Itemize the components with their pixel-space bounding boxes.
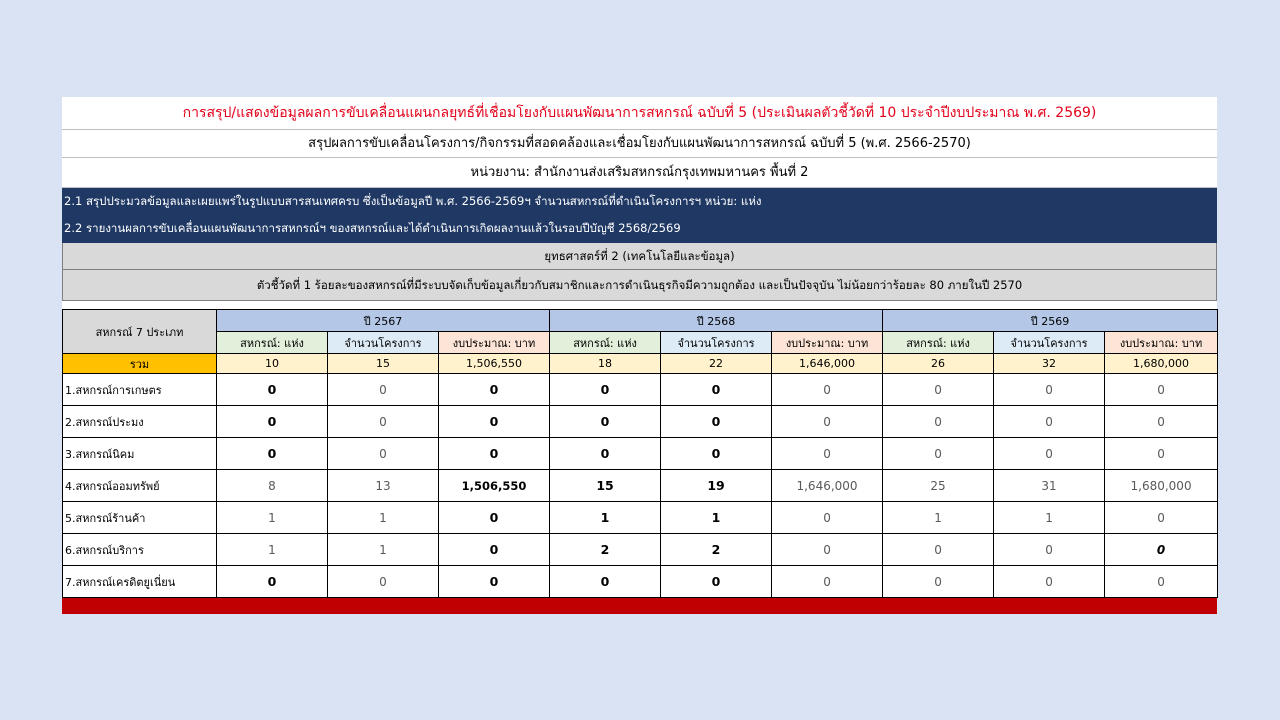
data-cell: 0 — [883, 438, 994, 470]
data-cell: 0 — [1105, 374, 1218, 406]
data-cell: 0 — [883, 406, 994, 438]
row-label: 6.สหกรณ์บริการ — [63, 534, 217, 566]
data-cell: 0 — [550, 566, 661, 598]
data-cell: 1 — [217, 534, 328, 566]
data-cell: 0 — [1105, 566, 1218, 598]
total-cell: 18 — [550, 354, 661, 374]
report-sheet — [62, 97, 1217, 614]
corner-header: สหกรณ์ 7 ประเภท — [63, 310, 217, 354]
agency-line: หน่วยงาน: สำนักงานส่งเสริมสหกรณ์กรุงเทพมหานคร พื้นที่ 2 — [62, 158, 1217, 188]
year-header-2567: ปี 2567 — [217, 310, 550, 332]
table-row — [63, 438, 1218, 470]
spacer — [62, 301, 1217, 309]
data-cell: 0 — [217, 566, 328, 598]
data-cell: 1 — [328, 534, 439, 566]
subheader-projects: จำนวนโครงการ — [328, 332, 439, 354]
report-subtitle: สรุปผลการขับเคลื่อนโครงการ/กิจกรรมที่สอดคล้องและเชื่อมโยงกับแผนพัฒนาการสหกรณ์ ฉบับที่ 5 (พ.ศ. 2566-2570) — [62, 130, 1217, 158]
row-label: 3.สหกรณ์นิคม — [63, 438, 217, 470]
subheader-projects: จำนวนโครงการ — [994, 332, 1105, 354]
note-2-2: 2.2 รายงานผลการขับเคลื่อนแผนพัฒนาการสหกรณ์ฯ ของสหกรณ์และได้ดำเนินการเกิดผลงานแล้วในรอบปีบัญชี 2568/2569 — [64, 221, 681, 235]
total-cell: 32 — [994, 354, 1105, 374]
data-cell: 0 — [883, 374, 994, 406]
data-cell: 0 — [883, 534, 994, 566]
data-cell: 0 — [439, 406, 550, 438]
total-row — [63, 354, 1218, 374]
subheader-budget: งบประมาณ: บาท — [1105, 332, 1218, 354]
data-cell: 0 — [439, 566, 550, 598]
data-cell: 15 — [550, 470, 661, 502]
total-cell: 22 — [661, 354, 772, 374]
row-label: 2.สหกรณ์ประมง — [63, 406, 217, 438]
data-cell: 0 — [772, 534, 883, 566]
data-cell: 1 — [217, 502, 328, 534]
data-cell: 0 — [328, 406, 439, 438]
data-cell: 0 — [1105, 406, 1218, 438]
subheader-budget: งบประมาณ: บาท — [439, 332, 550, 354]
bottom-red-bar — [62, 598, 1217, 614]
total-cell: 10 — [217, 354, 328, 374]
year-header-2569: ปี 2569 — [883, 310, 1218, 332]
data-cell: 2 — [661, 534, 772, 566]
data-cell: 0 — [772, 566, 883, 598]
data-cell: 0 — [1105, 502, 1218, 534]
total-cell: 26 — [883, 354, 994, 374]
data-cell: 0 — [994, 374, 1105, 406]
data-cell: 0 — [661, 438, 772, 470]
data-cell: 0 — [661, 566, 772, 598]
cooperative-table — [62, 309, 1218, 598]
data-cell: 1 — [994, 502, 1105, 534]
table-row — [63, 406, 1218, 438]
data-cell: 0 — [439, 438, 550, 470]
data-cell: 0 — [772, 374, 883, 406]
total-label: รวม — [63, 354, 217, 374]
data-cell: 8 — [217, 470, 328, 502]
data-cell: 0 — [328, 566, 439, 598]
subheader-coops: สหกรณ์: แห่ง — [550, 332, 661, 354]
data-cell: 0 — [1105, 534, 1218, 566]
data-cell: 0 — [550, 438, 661, 470]
data-cell: 0 — [439, 374, 550, 406]
note-2-1: 2.1 สรุปประมวลข้อมูลและเผยแพร่ในรูปแบบสารสนเทศครบ ซึ่งเป็นข้อมูลปี พ.ศ. 2566-2569ฯ จำนวนสหกรณ์ที่ดำเนินโครงการฯ หน่วย: แห่ง — [64, 194, 762, 208]
total-cell: 1,506,550 — [439, 354, 550, 374]
total-cell: 1,680,000 — [1105, 354, 1218, 374]
data-cell: 0 — [994, 566, 1105, 598]
data-cell: 1,506,550 — [439, 470, 550, 502]
data-cell: 1,680,000 — [1105, 470, 1218, 502]
total-cell: 1,646,000 — [772, 354, 883, 374]
data-cell: 0 — [994, 534, 1105, 566]
data-cell: 1 — [328, 502, 439, 534]
data-cell: 0 — [217, 438, 328, 470]
subheader-coops: สหกรณ์: แห่ง — [217, 332, 328, 354]
data-cell: 1 — [661, 502, 772, 534]
table-row — [63, 534, 1218, 566]
row-label: 1.สหกรณ์การเกษตร — [63, 374, 217, 406]
data-cell: 25 — [883, 470, 994, 502]
data-cell: 31 — [994, 470, 1105, 502]
data-cell: 0 — [1105, 438, 1218, 470]
subheader-budget: งบประมาณ: บาท — [772, 332, 883, 354]
data-cell: 0 — [328, 374, 439, 406]
data-cell: 0 — [439, 534, 550, 566]
data-cell: 0 — [550, 406, 661, 438]
data-cell: 0 — [772, 502, 883, 534]
table-row — [63, 566, 1218, 598]
data-cell: 13 — [328, 470, 439, 502]
data-cell: 1 — [883, 502, 994, 534]
total-cell: 15 — [328, 354, 439, 374]
subheader-projects: จำนวนโครงการ — [661, 332, 772, 354]
row-label: 5.สหกรณ์ร้านค้า — [63, 502, 217, 534]
year-header-2568: ปี 2568 — [550, 310, 883, 332]
notes-band — [62, 188, 1217, 243]
data-cell: 0 — [439, 502, 550, 534]
row-label: 7.สหกรณ์เครดิตยูเนี่ยน — [63, 566, 217, 598]
data-cell: 19 — [661, 470, 772, 502]
data-cell: 0 — [661, 406, 772, 438]
subheader-coops: สหกรณ์: แห่ง — [883, 332, 994, 354]
report-title: การสรุป/แสดงข้อมูลผลการขับเคลื่อนแผนกลยุทธ์ที่เชื่อมโยงกับแผนพัฒนาการสหกรณ์ ฉบับที่ 5 (ประเมินผลตัวชี้วัดที่ 10 ประจำปีงบประมาณ พ.ศ. 2569) — [62, 97, 1217, 130]
data-cell: 0 — [550, 374, 661, 406]
data-cell: 1 — [550, 502, 661, 534]
row-label: 4.สหกรณ์ออมทรัพย์ — [63, 470, 217, 502]
strategy-heading: ยุทธศาสตร์ที่ 2 (เทคโนโลยีและข้อมูล) — [62, 243, 1217, 270]
table-row — [63, 502, 1218, 534]
data-cell: 0 — [217, 374, 328, 406]
table-row — [63, 374, 1218, 406]
data-cell: 0 — [883, 566, 994, 598]
data-cell: 0 — [661, 374, 772, 406]
data-cell: 0 — [328, 438, 439, 470]
data-cell: 0 — [994, 438, 1105, 470]
data-cell: 0 — [994, 406, 1105, 438]
data-cell: 0 — [772, 438, 883, 470]
data-cell: 1,646,000 — [772, 470, 883, 502]
data-cell: 0 — [772, 406, 883, 438]
indicator-heading: ตัวชี้วัดที่ 1 ร้อยละของสหกรณ์ที่มีระบบจัดเก็บข้อมูลเกี่ยวกับสมาชิกและการดำเนินธุรกิจมีความถูกต้อง และเป็นปัจจุบัน ไม่น้อยกว่าร้อยละ 80 ภายในปี 2570 — [62, 270, 1217, 301]
table-row — [63, 470, 1218, 502]
data-cell: 0 — [217, 406, 328, 438]
data-cell: 2 — [550, 534, 661, 566]
